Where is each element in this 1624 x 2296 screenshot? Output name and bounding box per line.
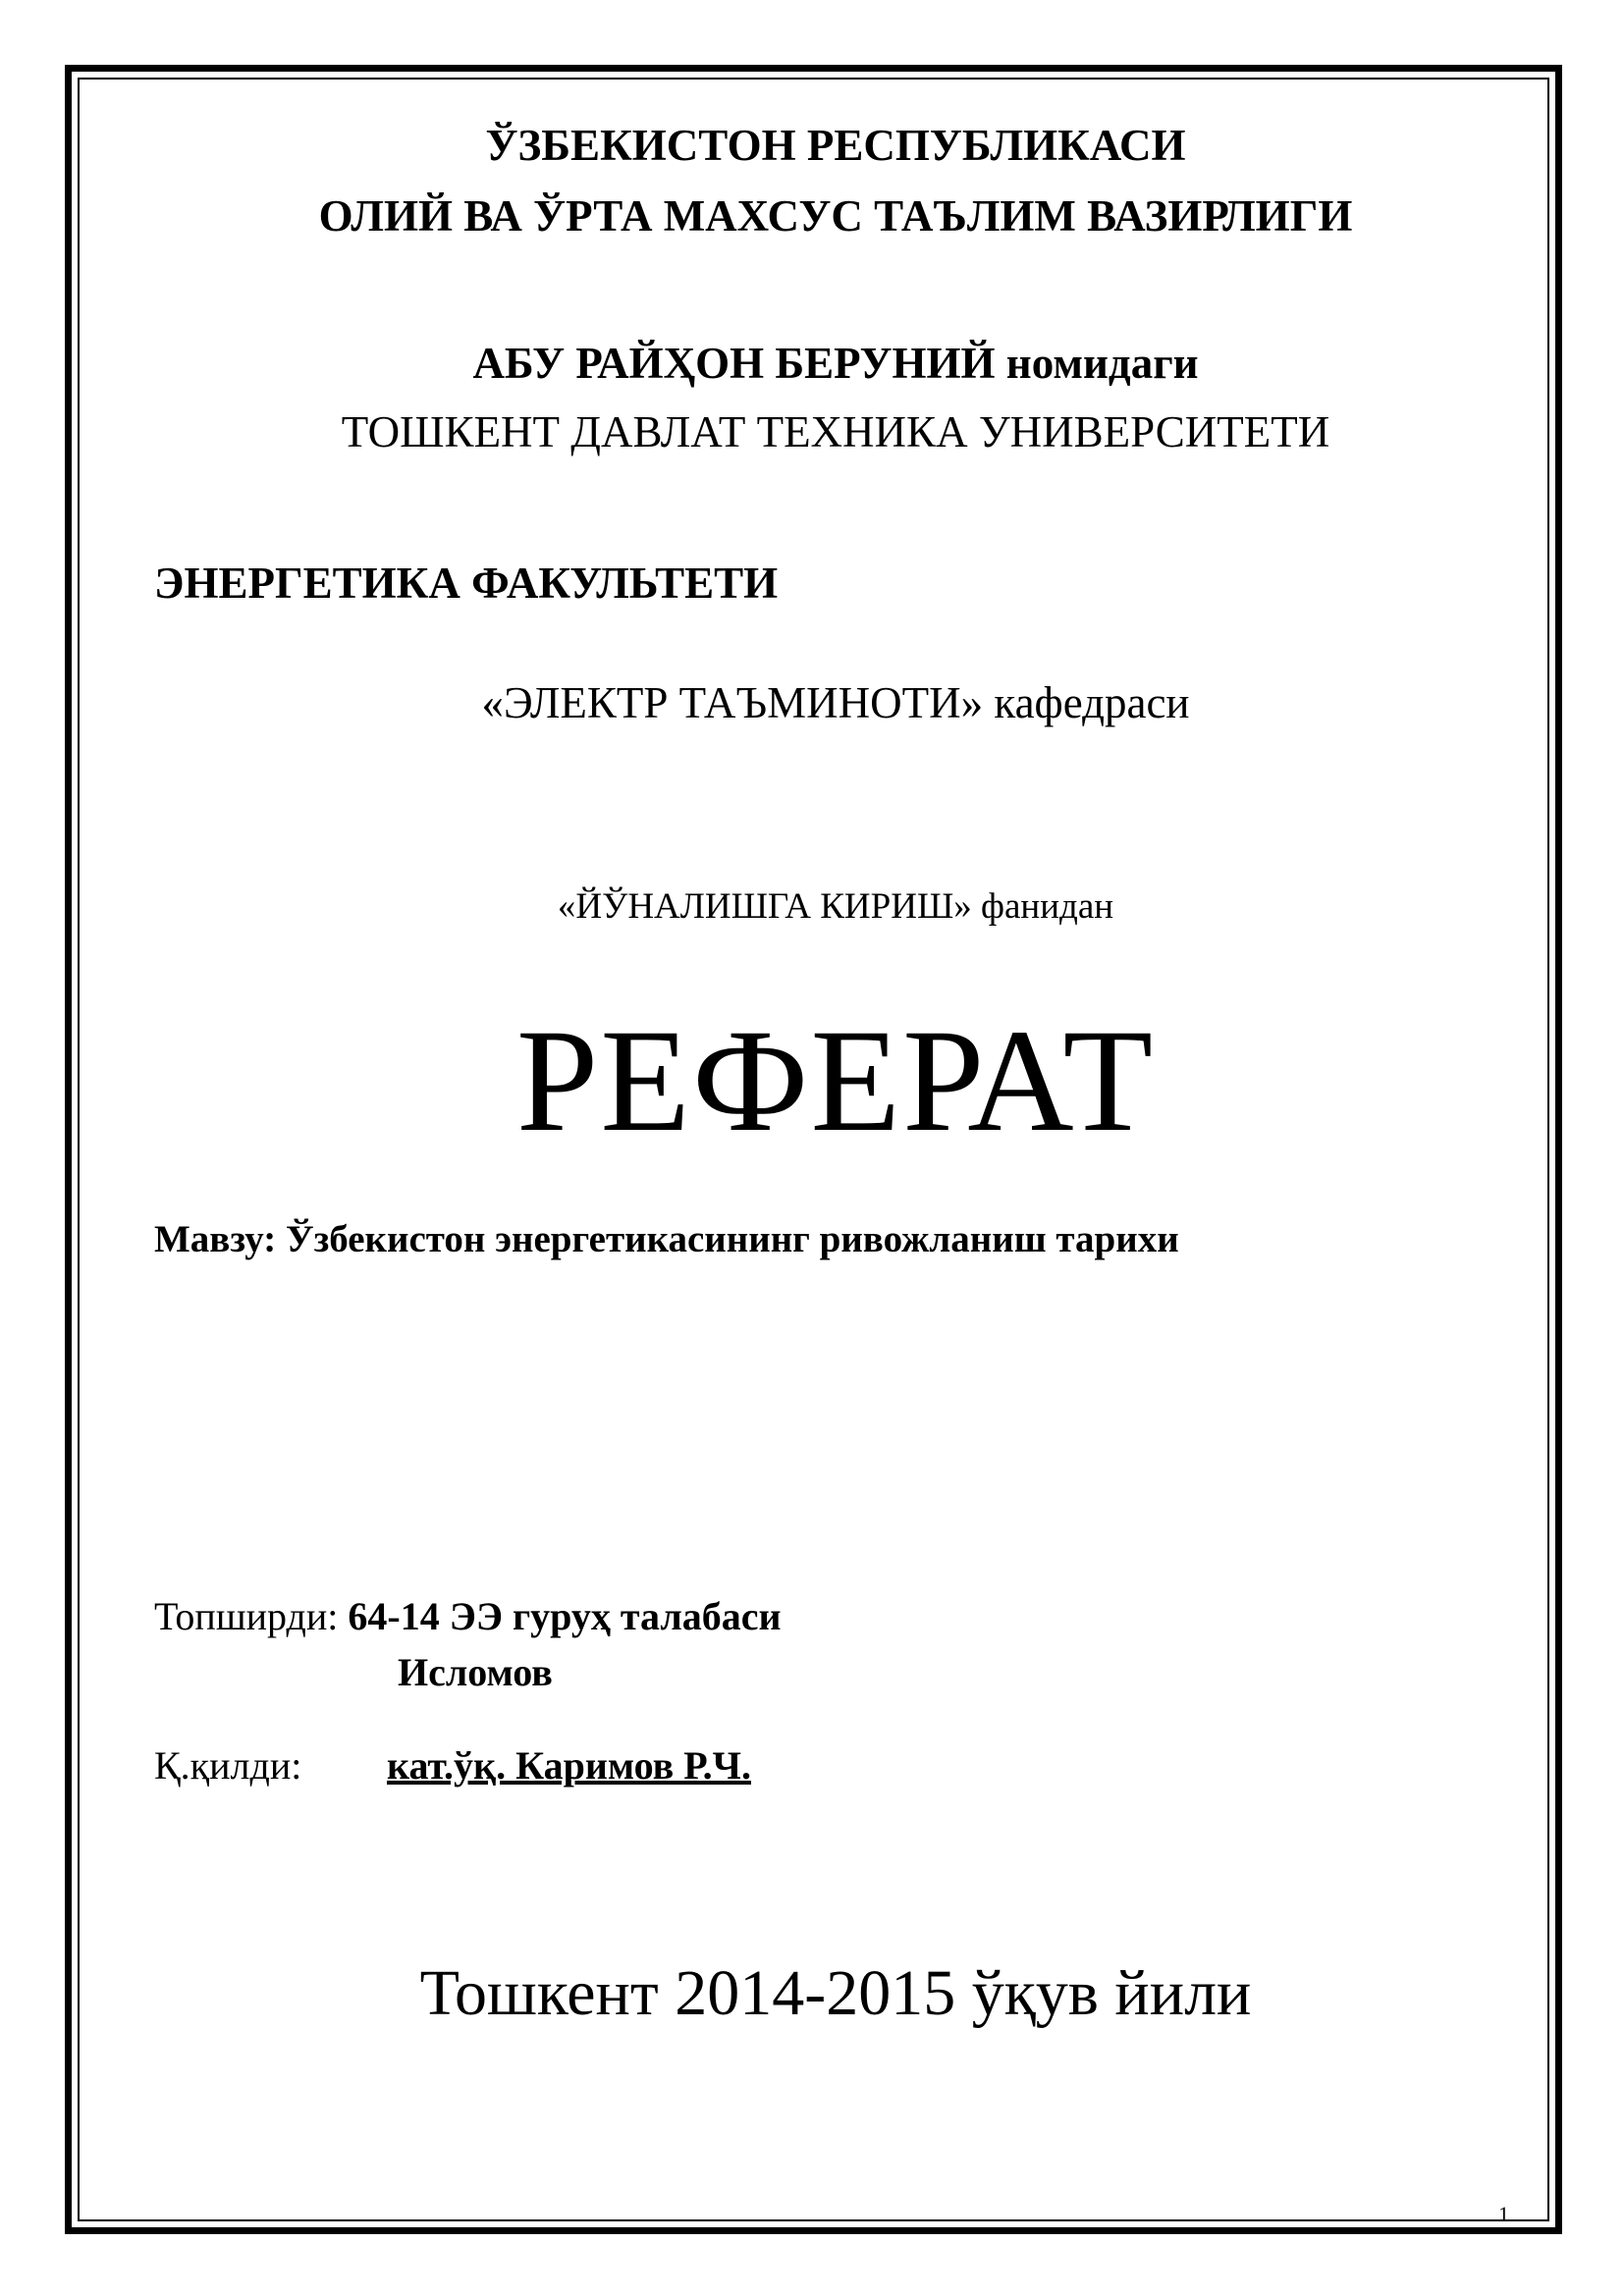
place-and-year: Тошкент 2014-2015 ўқув йили bbox=[419, 1957, 1252, 2029]
university-named-after: АБУ РАЙҲОН БЕРУНИЙ номидаги bbox=[472, 339, 1199, 388]
faculty-name: ЭНЕРГЕТИКА ФАКУЛЬТЕТИ bbox=[154, 559, 779, 608]
accepted-value: кат.ўқ. Каримов Р.Ч. bbox=[387, 1743, 751, 1788]
submitted-row bbox=[154, 1593, 782, 1639]
topic-line: Мавзу: Ўзбекистон энергетикасининг ривожланиш тарихи bbox=[154, 1218, 1179, 1260]
accepted-label: Қ.қилди: bbox=[154, 1743, 302, 1788]
student-name: Исломов bbox=[398, 1650, 553, 1694]
submitted-label: Топширди: bbox=[154, 1594, 339, 1638]
university-name: ТОШКЕНТ ДАВЛАТ ТЕХНИКА УНИВЕРСИТЕТИ bbox=[341, 407, 1330, 456]
subject-name: «ЙЎНАЛИШГА КИРИШ» фанидан bbox=[557, 886, 1114, 927]
department-name: «ЭЛЕКТР ТАЪМИНОТИ» кафедраси bbox=[481, 678, 1190, 727]
page-number: 1 bbox=[1498, 2202, 1509, 2226]
accepted-row bbox=[154, 1742, 751, 1789]
republic-heading: ЎЗБЕКИСТОН РЕСПУБЛИКАСИ bbox=[485, 121, 1186, 170]
document-title: РЕФЕРАТ bbox=[515, 999, 1156, 1162]
submitted-value: 64-14 ЭЭ гуруҳ талабаси bbox=[348, 1594, 782, 1638]
ministry-heading: ОЛИЙ ВА ЎРТА МАХСУС ТАЪЛИМ ВАЗИРЛИГИ bbox=[318, 191, 1353, 240]
